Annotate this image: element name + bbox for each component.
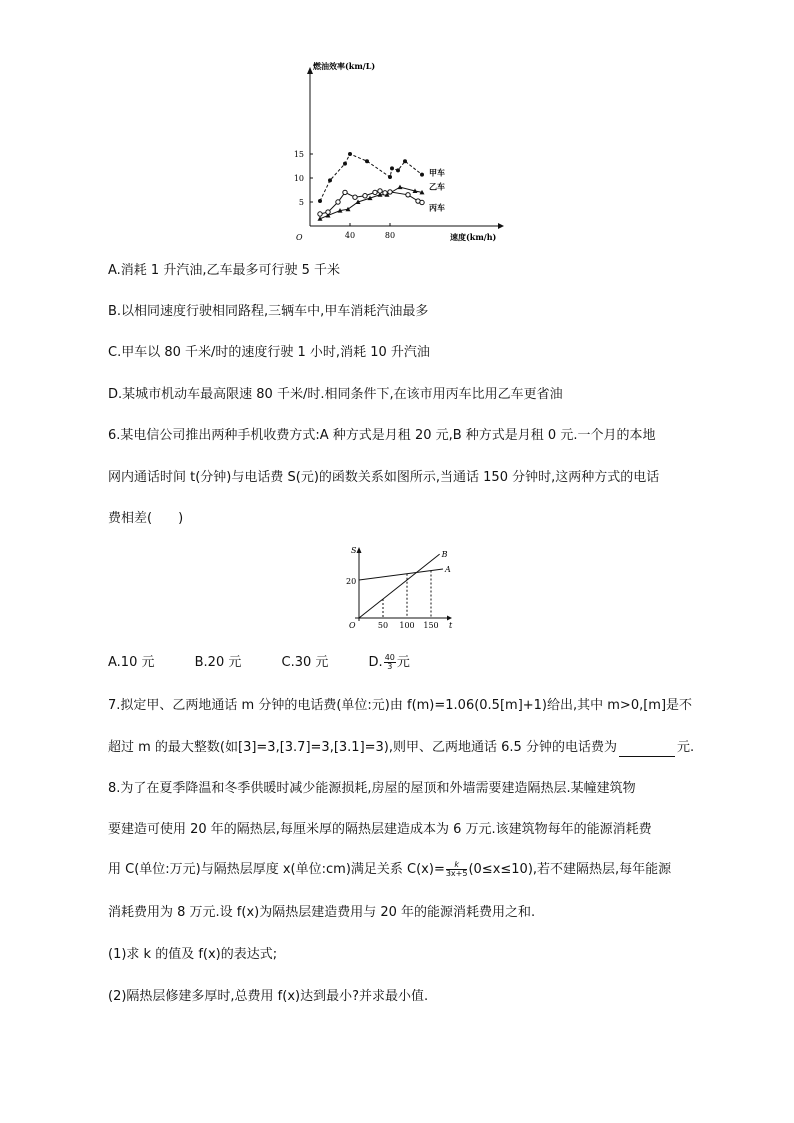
- x-axis-label: t: [449, 621, 453, 630]
- y-axis-label: S: [351, 546, 357, 555]
- q6-line-3: 费相差( ): [108, 511, 184, 526]
- q7-line-2: [108, 739, 694, 757]
- x-tick-label: 100: [399, 621, 415, 630]
- data-point-dot: [388, 175, 392, 179]
- data-point-dot: [343, 162, 347, 166]
- q6-option-d: D.: [368, 655, 383, 670]
- y-tick-label: 15: [293, 150, 304, 159]
- data-point-dot: [403, 159, 407, 163]
- q6-option-b: B.20 元: [194, 655, 242, 670]
- origin-label: O: [296, 233, 303, 242]
- y-tick-label: 20: [346, 577, 357, 586]
- q6-option-d-suffix: 元: [396, 655, 410, 670]
- q8-sub-1: (1)求 k 的值及 f(x)的表达式;: [108, 947, 278, 962]
- q7-line-2-suffix: 元.: [676, 740, 695, 755]
- data-point-dot: [318, 199, 322, 203]
- data-point-dot: [396, 168, 400, 172]
- q8-sub-2: (2)隔热层修建多厚时,总费用 f(x)达到最小?并求最小值.: [108, 989, 429, 1004]
- q8-line-3: [108, 861, 671, 879]
- series-label: B: [441, 550, 448, 560]
- data-point-dot: [328, 178, 332, 182]
- y-tick-label: 10: [293, 174, 304, 183]
- q7-line-1: 7.拟定甲、乙两地通话 m 分钟的电话费(单位:元)由 f(m)=1.06(0.5[m]+1)给出,其中 m>0,[m]是不: [108, 698, 693, 713]
- series-label: 甲车: [429, 167, 445, 178]
- data-point-triangle: [398, 185, 403, 190]
- x-axis-arrow: [447, 616, 452, 621]
- series-label: 丙车: [429, 202, 445, 213]
- data-point-circle: [363, 194, 367, 198]
- data-point-circle: [343, 190, 347, 194]
- data-point-circle: [336, 200, 340, 204]
- x-axis-arrow: [498, 223, 504, 229]
- origin-label: O: [349, 621, 356, 630]
- data-point-dot: [420, 173, 424, 177]
- q8-line-2: 要建造可使用 20 年的隔热层,每厘米厚的隔热层建造成本为 6 万元.该建筑物每年的能源消耗费: [108, 822, 652, 837]
- data-point-dot: [365, 159, 369, 163]
- y-axis-arrow: [357, 547, 362, 553]
- q6-line-1: 6.某电信公司推出两种手机收费方式:A 种方式是月租 20 元,B 种方式是月租 0 元.一个月的本地: [108, 428, 656, 443]
- chart-labels: [294, 61, 497, 242]
- y-axis-label: 燃油效率(km/L): [313, 61, 376, 71]
- series-line-B: [359, 554, 440, 618]
- q7-line-2-text: 超过 m 的最大整数(如[3]=3,[3.7]=3,[3.1]=3),则甲、乙两地通话 6.5 分钟的电话费为: [108, 740, 617, 755]
- q6-line-2: 网内通话时间 t(分钟)与电话费 S(元)的函数关系如图所示,当通话 150 分钟时,这两种方式的电话: [108, 470, 660, 485]
- data-point-dot: [348, 152, 352, 156]
- data-point-circle: [388, 190, 392, 194]
- series-line-triangle: [320, 187, 422, 219]
- chart-labels: [346, 546, 453, 630]
- q6-option-c: C.30 元: [281, 655, 329, 670]
- x-axis-label: 速度(km/h): [450, 232, 497, 242]
- q6-options: [108, 654, 410, 672]
- data-point-circle: [326, 210, 330, 214]
- data-point-circle: [378, 189, 382, 193]
- q8-line-3-suffix: (0≤x≤10),若不建隔热层,每年能源: [468, 862, 672, 877]
- answer-blank: [619, 744, 675, 757]
- option-d: D.某城市机动车最高限速 80 千米/时.相同条件下,在该市用丙车比用乙车更省油: [108, 387, 563, 402]
- x-tick-label: 40: [344, 231, 356, 240]
- x-tick-label: 50: [377, 621, 389, 630]
- data-point-dot: [390, 166, 394, 170]
- y-tick-label: 5: [298, 198, 304, 207]
- option-c: C.甲车以 80 千米/时的速度行驶 1 小时,消耗 10 升汽油: [108, 345, 430, 360]
- q6-option-d-fraction: $\frac{40}{3}$: [384, 653, 395, 671]
- data-point-circle: [353, 195, 357, 199]
- q8-line-1: 8.为了在夏季降温和冬季供暖时减少能源损耗,房屋的屋顶和外墙需要建造隔热层.某幢建筑物: [108, 781, 636, 796]
- series-line-A: [359, 569, 443, 580]
- data-point-circle: [318, 212, 322, 216]
- chart-series: [318, 152, 425, 221]
- q6-option-a: A.10 元: [108, 655, 155, 670]
- option-a: A.消耗 1 升汽油,乙车最多可行驶 5 千米: [108, 263, 341, 278]
- data-point-circle: [406, 193, 410, 197]
- data-point-circle: [373, 190, 377, 194]
- option-b: B.以相同速度行驶相同路程,三辆车中,甲车消耗汽油最多: [108, 304, 429, 319]
- cost-fraction: $\frac{k}{3x+5}$: [445, 860, 468, 878]
- fuel-efficiency-chart: [280, 58, 520, 246]
- chart-axes: [307, 67, 504, 229]
- x-tick-label: 80: [384, 231, 396, 240]
- series-label: 乙车: [429, 181, 445, 192]
- q8-line-3-text: 用 C(单位:万元)与隔热层厚度 x(单位:cm)满足关系 C(x)=: [108, 862, 445, 877]
- series-label: A: [445, 564, 451, 574]
- chart-series: [359, 554, 443, 618]
- data-point-circle: [420, 200, 424, 204]
- x-tick-label: 150: [423, 621, 439, 630]
- phone-fee-chart: [335, 540, 465, 632]
- q8-line-4: 消耗费用为 8 万元.设 f(x)为隔热层建造费用与 20 年的能源消耗费用之和.: [108, 905, 536, 920]
- data-point-circle: [383, 191, 387, 195]
